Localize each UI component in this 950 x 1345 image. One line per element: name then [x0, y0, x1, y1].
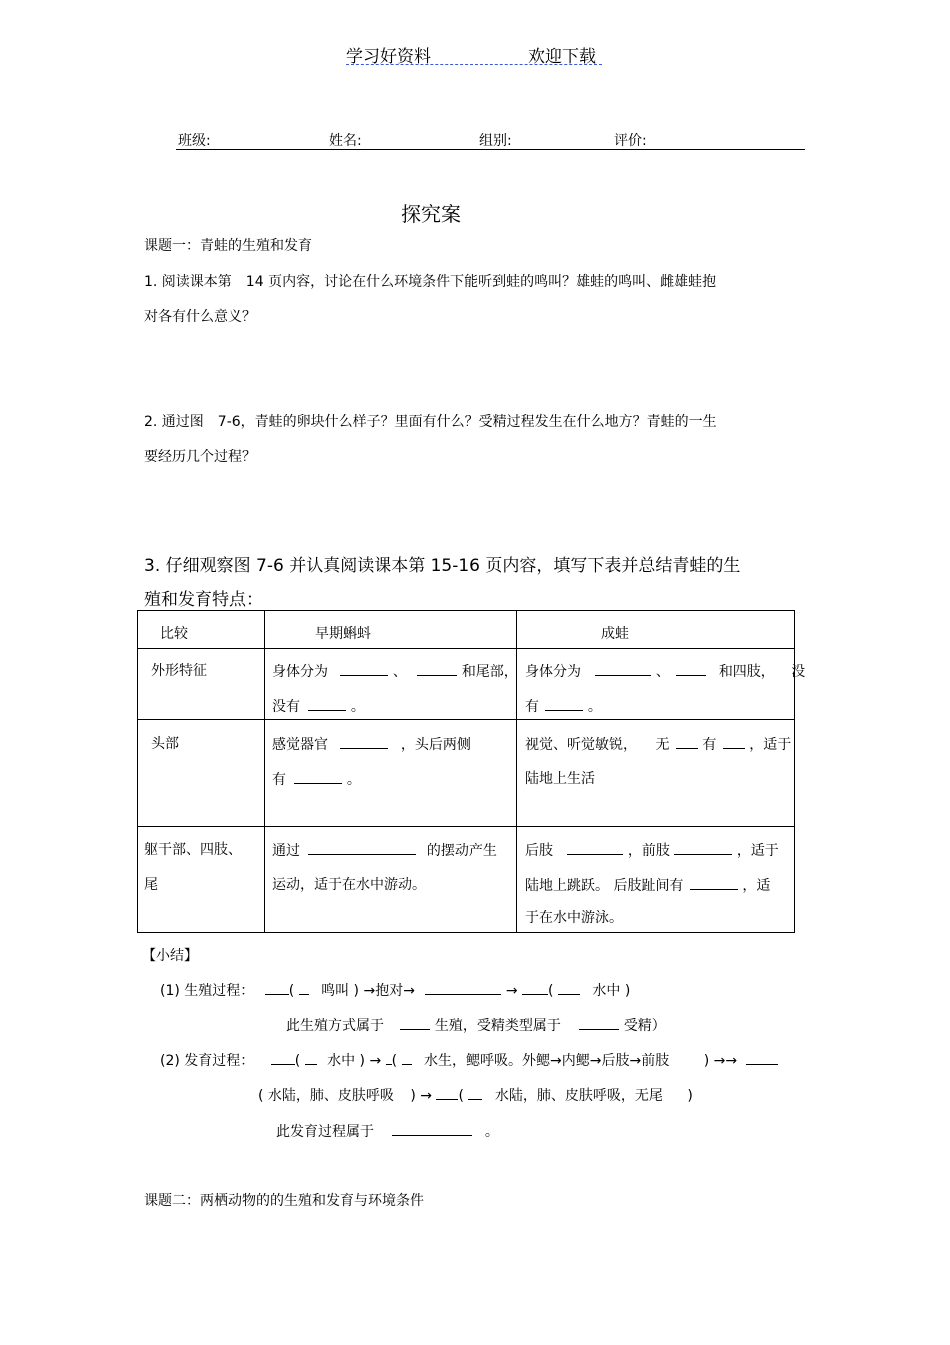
question-1-line-1: 1. 阅读课本第 14 页内容，讨论在什么环境条件下能听到蛙的鸣叫？雄蛙的鸣叫、雌雄蛙抱 — [144, 274, 717, 290]
period: 。 — [346, 772, 361, 788]
blank[interactable] — [676, 733, 698, 749]
summary-label: 【小结】 — [142, 948, 198, 964]
blank[interactable] — [468, 1084, 482, 1100]
blank[interactable] — [746, 1049, 778, 1065]
paren: ( — [288, 983, 295, 999]
blank[interactable] — [308, 839, 416, 855]
development-text-3: ) →→ — [703, 1053, 738, 1069]
paren: ) — [687, 1088, 693, 1104]
tadpole-body-text-2: 的摆动产生 — [426, 843, 497, 859]
row-label-body-1: 躯干部、四肢、 — [144, 842, 242, 858]
development-type-text: 此发育过程属于 — [276, 1124, 374, 1140]
arrow: → — [505, 983, 518, 999]
reproduction-type-text: 此生殖方式属于 — [286, 1018, 384, 1034]
blank[interactable] — [308, 695, 346, 711]
reproduction-text: 鸣叫 ) →抱对→ — [321, 983, 415, 999]
paren: ( — [391, 1053, 398, 1069]
blank[interactable] — [305, 1049, 317, 1065]
blank[interactable] — [417, 660, 457, 676]
class-label: 班级: — [178, 133, 211, 149]
question-1-line-2: 对各有什么意义？ — [144, 309, 256, 325]
comparison-table — [137, 610, 806, 933]
frog-body-text-5: ，适 — [742, 878, 771, 894]
row-label-head: 头部 — [151, 736, 179, 752]
group-label: 组别: — [479, 133, 512, 149]
tadpole-shape-text-3: 没有 — [272, 699, 300, 715]
paren: ( — [294, 1053, 301, 1069]
question-2-line-1: 2. 通过图 7-6，青蛙的卵块什么样子？里面有什么？受精过程发生在什么地方？青蛙的一生 — [144, 414, 717, 430]
development-text-5: ) → — [410, 1088, 433, 1104]
question-3-line-2: 殖和发育特点： — [144, 590, 263, 610]
blank[interactable] — [436, 1084, 458, 1100]
frog-shape-text: 身体分为 — [525, 664, 581, 680]
period: 。 — [484, 1124, 499, 1140]
development-text: 水中 ) → — [327, 1053, 382, 1069]
info-rule — [176, 149, 805, 150]
frog-head-text-2: 无 — [655, 737, 670, 753]
header-dashed-rule — [346, 64, 602, 65]
reproduction-text-2: 水中 ) — [592, 983, 631, 999]
blank[interactable] — [265, 979, 289, 995]
paren: ( — [458, 1088, 464, 1104]
table-row — [138, 649, 795, 720]
row-label-body-2: 尾 — [144, 877, 158, 893]
blank[interactable] — [425, 979, 501, 995]
frog-shape-text-3: 没 — [791, 664, 806, 680]
development-process-label: (2) 发育过程： — [160, 1053, 255, 1069]
frog-body-text-6: 于在水中游泳。 — [525, 910, 623, 926]
blank[interactable] — [595, 660, 651, 676]
blank[interactable] — [545, 695, 583, 711]
paren: ( — [548, 983, 554, 999]
tadpole-shape-text: 身体分为 — [272, 664, 328, 680]
frog-body-text: 后肢 — [525, 843, 553, 859]
question-3-line-1: 3. 仔细观察图 7-6 并认真阅读课本第 15-16 页内容，填写下表并总结青蛙的生 — [144, 556, 741, 576]
blank[interactable] — [522, 979, 548, 995]
blank[interactable] — [294, 768, 342, 784]
tadpole-body-text-3: 运动，适于在水中游动。 — [272, 877, 426, 893]
blank[interactable] — [299, 979, 309, 995]
row-label-shape: 外形特征 — [151, 663, 207, 679]
tadpole-head-text-2: ，头后两侧 — [400, 737, 471, 753]
tadpole-body-text: 通过 — [272, 843, 300, 859]
blank[interactable] — [674, 839, 732, 855]
frog-body-text-4: 陆地上跳跃。 后肢趾间有 — [525, 878, 684, 894]
reproduction-process-label: (1) 生殖过程： — [160, 983, 255, 999]
blank[interactable] — [676, 660, 706, 676]
blank[interactable] — [690, 874, 738, 890]
blank[interactable] — [567, 839, 623, 855]
topic-2-heading: 课题二：两栖动物的的生殖和发育与环境条件 — [144, 1193, 424, 1209]
frog-head-text: 视觉、听觉敏锐， — [525, 737, 637, 753]
development-text-2: 水生，鳃呼吸。外鳃→内鳃→后肢→前肢 — [424, 1053, 670, 1069]
reproduction-type-text-2: 生殖，受精类型属于 — [434, 1018, 561, 1034]
development-text-4: ( 水陆，肺、皮肤呼吸 — [258, 1088, 394, 1104]
header-right: 欢迎下载 — [528, 47, 596, 67]
header-tadpole: 早期蝌蚪 — [315, 626, 371, 642]
name-label: 姓名: — [329, 133, 362, 149]
table-row — [138, 827, 795, 933]
blank[interactable] — [402, 1049, 412, 1065]
tadpole-shape-text-2: 和尾部， — [461, 664, 518, 680]
frog-head-text-4: ，适于 — [749, 737, 792, 753]
frog-shape-text-4: 有 — [525, 699, 539, 715]
blank[interactable] — [392, 1120, 472, 1136]
table-row — [138, 720, 795, 827]
blank[interactable] — [271, 1049, 295, 1065]
tadpole-head-text: 感觉器官 — [272, 737, 328, 753]
separator: 、 — [392, 664, 407, 680]
grade-label: 评价: — [614, 133, 647, 149]
blank[interactable] — [723, 733, 745, 749]
frog-shape-text-2: 和四肢， — [718, 664, 775, 680]
frog-body-text-2: ，前肢 — [627, 843, 670, 859]
blank[interactable] — [579, 1014, 619, 1030]
page-title: 探究案 — [401, 202, 461, 226]
blank[interactable] — [340, 660, 388, 676]
reproduction-type-text-3: 受精） — [623, 1018, 666, 1034]
separator: 、 — [655, 664, 670, 680]
question-2-line-2: 要经历几个过程？ — [144, 449, 256, 465]
period: 。 — [587, 699, 602, 715]
frog-body-text-3: ，适于 — [736, 843, 779, 859]
header-left: 学习好资料 — [346, 47, 431, 67]
blank[interactable] — [400, 1014, 430, 1030]
development-text-6: 水陆，肺、皮肤呼吸，无尾 — [494, 1088, 663, 1104]
table-header-row — [138, 611, 795, 649]
header-adult-frog: 成蛙 — [601, 626, 629, 642]
blank[interactable] — [340, 733, 388, 749]
frog-head-text-5: 陆地上生活 — [525, 771, 595, 787]
blank[interactable] — [558, 979, 580, 995]
tadpole-head-text-3: 有 — [272, 772, 286, 788]
header-compare: 比较 — [160, 626, 188, 642]
topic-1-heading: 课题一：青蛙的生殖和发育 — [144, 238, 312, 254]
period: 。 — [350, 699, 365, 715]
frog-head-text-3: 有 — [702, 737, 717, 753]
